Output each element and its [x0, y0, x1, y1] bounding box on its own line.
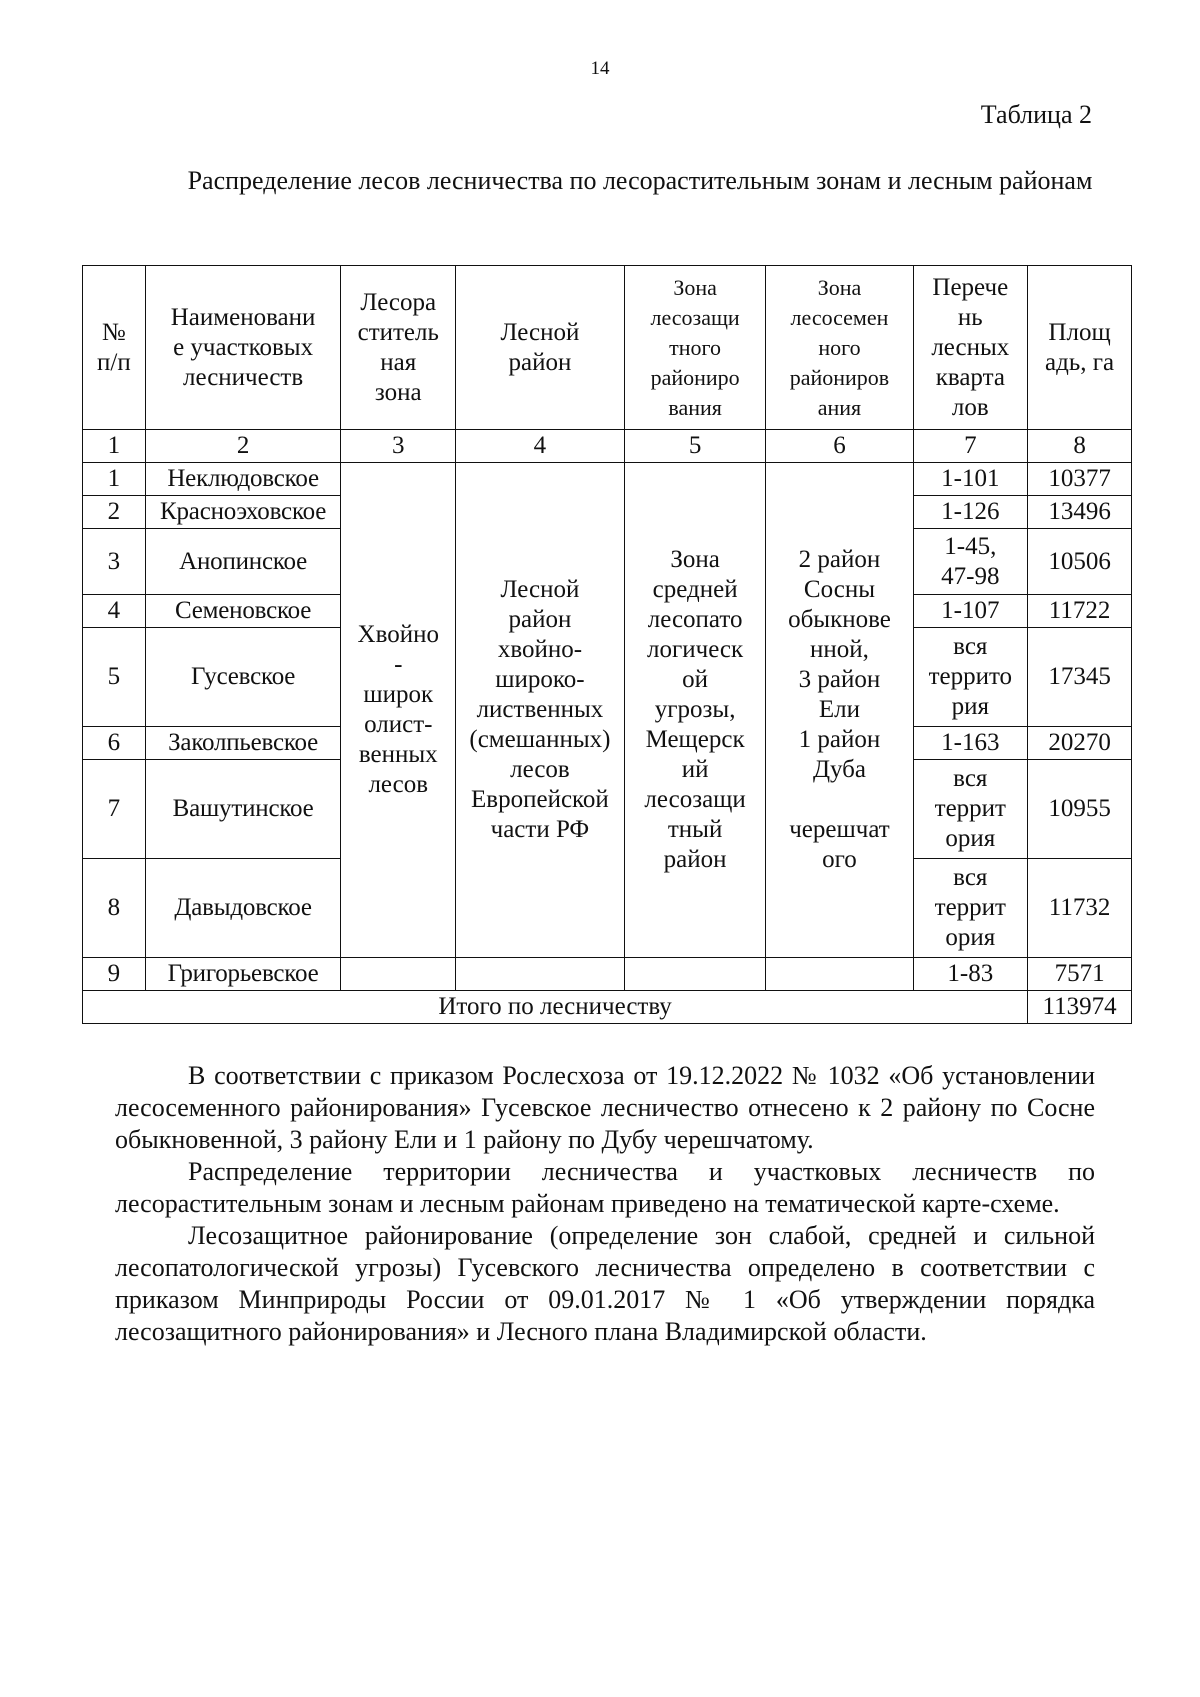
forestry-name: Гусевское	[145, 628, 341, 727]
zone-cell: Хвойно - широк олист- венных лесов	[341, 463, 456, 958]
area-cell: 10377	[1028, 463, 1132, 496]
quarters-cell: вся террито рия	[913, 628, 1028, 727]
forestry-name: Анопинское	[145, 529, 341, 595]
column-number: 8	[1028, 430, 1132, 463]
quarters-cell: вся террит ория	[913, 859, 1028, 958]
column-number: 6	[766, 430, 913, 463]
row-number: 9	[83, 958, 146, 991]
seed-zone-cell: 2 район Сосны обыкнове нной, 3 район Ели 1 район Дуба черешчат ого	[766, 463, 913, 958]
forestry-name: Давыдовское	[145, 859, 341, 958]
table-label: Таблица 2	[980, 100, 1092, 129]
quarters-cell: 1-107	[913, 595, 1028, 628]
forestry-name: Красноэховское	[145, 496, 341, 529]
header-quarters: Перече нь лесных кварта лов	[913, 266, 1028, 430]
forestry-name: Григорьевское	[145, 958, 341, 991]
total-label: Итого по лесничеству	[83, 991, 1028, 1024]
column-number: 5	[624, 430, 766, 463]
row-number: 3	[83, 529, 146, 595]
header-number: № п/п	[83, 266, 146, 430]
area-cell: 20270	[1028, 727, 1132, 760]
empty-cell	[624, 958, 766, 991]
table-row	[83, 463, 1132, 496]
paragraph: Лесозащитное районирование (определение зон слабой, средней и сильной лесопатологической угрозы) Гусевского лесничества определено в соответствии с приказом Минприроды России от 09.01.2017 № 1 «Об утверждении порядка лесозащитного районирования» и Лесного плана Владимирской области.	[115, 1221, 1095, 1346]
empty-cell	[341, 958, 456, 991]
quarters-cell: 1-101	[913, 463, 1028, 496]
forest-distribution-table	[82, 265, 1132, 1024]
quarters-cell: 1-126	[913, 496, 1028, 529]
area-cell: 17345	[1028, 628, 1132, 727]
header-name: Наименовани е участковых лесничеств	[145, 266, 341, 430]
quarters-cell: 1-83	[913, 958, 1028, 991]
body-text	[115, 1060, 1095, 1348]
quarters-cell: 1-45, 47-98	[913, 529, 1028, 595]
column-number: 3	[341, 430, 456, 463]
row-number: 1	[83, 463, 146, 496]
header-zone: Лесора ститель ная зона	[341, 266, 456, 430]
empty-cell	[766, 958, 913, 991]
forest-region-cell: Лесной район хвойно- широко- лиственных (смешанных) лесов Европейской части РФ	[456, 463, 625, 958]
header-seed-zone: Зона лесосемен ного райониров ания	[766, 266, 913, 430]
total-value: 113974	[1028, 991, 1132, 1024]
empty-cell	[456, 958, 625, 991]
paragraph: В соответствии с приказом Рослесхоза от 19.12.2022 № 1032 «Об установлении лесосеменного районирования» Гусевское лесничество отнесено к 2 району по Сосне обыкновенной, 3 району Ели и 1 району по Дубу черешчатому.	[115, 1061, 1095, 1154]
area-cell: 7571	[1028, 958, 1132, 991]
table-title: Распределение лесов лесничества по лесорастительным зонам и лесным районам	[187, 166, 1093, 195]
column-number: 4	[456, 430, 625, 463]
column-number: 2	[145, 430, 341, 463]
header-area: Площ адь, га	[1028, 266, 1132, 430]
table-row	[83, 958, 1132, 991]
page-number: 14	[590, 58, 610, 79]
total-row	[83, 991, 1132, 1024]
row-number: 7	[83, 760, 146, 859]
row-number: 6	[83, 727, 146, 760]
forestry-name: Вашутинское	[145, 760, 341, 859]
area-cell: 10506	[1028, 529, 1132, 595]
header-forest-region: Лесной район	[456, 266, 625, 430]
forestry-name: Неклюдовское	[145, 463, 341, 496]
paragraph: Распределение территории лесничества и участковых лесничеств по лесорастительным зонам и лесным районам приведено на тематической карте-схеме.	[115, 1157, 1095, 1218]
column-number-row	[83, 430, 1132, 463]
row-number: 8	[83, 859, 146, 958]
row-number: 2	[83, 496, 146, 529]
quarters-cell: 1-163	[913, 727, 1028, 760]
quarters-cell: вся террит ория	[913, 760, 1028, 859]
forestry-name: Семеновское	[145, 595, 341, 628]
area-cell: 11732	[1028, 859, 1132, 958]
header-row	[83, 266, 1132, 430]
protection-zone-cell: Зона средней лесопато логическ ой угрозы, Мещерск ий лесозащи тный район	[624, 463, 766, 958]
row-number: 4	[83, 595, 146, 628]
area-cell: 13496	[1028, 496, 1132, 529]
column-number: 1	[83, 430, 146, 463]
area-cell: 10955	[1028, 760, 1132, 859]
column-number: 7	[913, 430, 1028, 463]
header-protection-zone: Зона лесозащи тного райониро вания	[624, 266, 766, 430]
area-cell: 11722	[1028, 595, 1132, 628]
row-number: 5	[83, 628, 146, 727]
forestry-name: Заколпьевское	[145, 727, 341, 760]
